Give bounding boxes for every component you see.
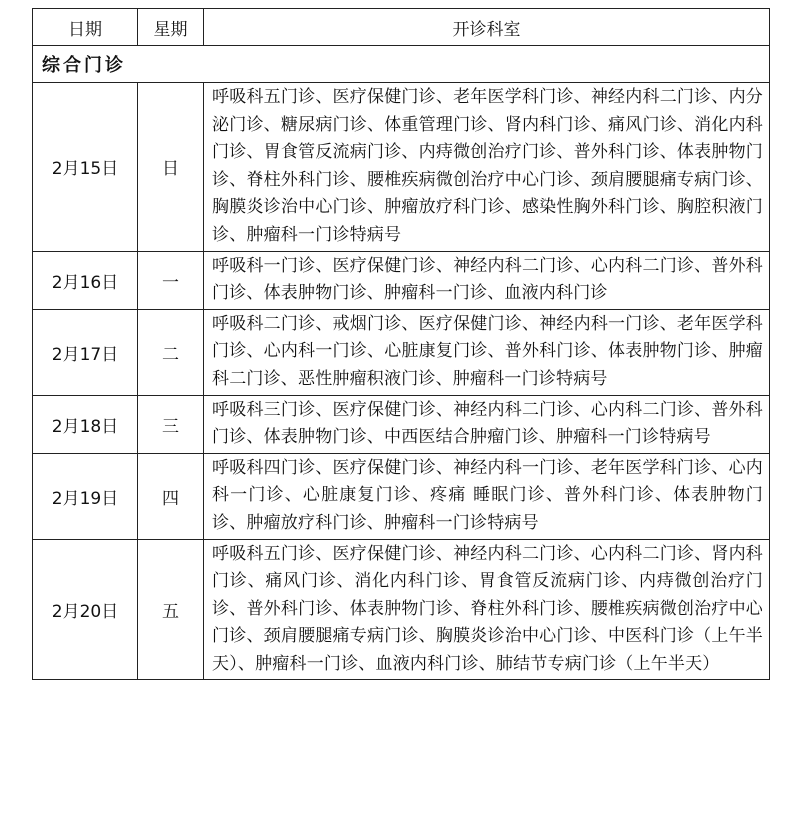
row-departments: 呼吸科三门诊、医疗保健门诊、神经内科二门诊、心内科二门诊、普外科门诊、体表肿物门诊、中西医结合肿瘤门诊、肿瘤科一门诊特病号 <box>204 395 770 453</box>
section-row <box>33 46 770 83</box>
header-row <box>33 9 770 46</box>
row-date: 2月15日 <box>33 83 138 252</box>
header-departments: 开诊科室 <box>204 9 770 46</box>
row-weekday: 日 <box>138 83 204 252</box>
table-row <box>33 83 770 252</box>
schedule-table-container <box>32 8 769 680</box>
row-date: 2月16日 <box>33 251 138 309</box>
row-departments: 呼吸科四门诊、医疗保健门诊、神经内科一门诊、老年医学科门诊、心内科一门诊、心脏康复门诊、疼痛 睡眠门诊、普外科门诊、体表肿物门诊、肿瘤放疗科门诊、肿瘤科一门诊特病号 <box>204 453 770 539</box>
row-departments: 呼吸科五门诊、医疗保健门诊、老年医学科门诊、神经内科二门诊、内分泌门诊、糖尿病门诊、体重管理门诊、肾内科门诊、痛风门诊、消化内科门诊、胃食管反流病门诊、内痔微创治疗门诊、普外科门诊、体表肿物门诊、脊柱外科门诊、腰椎疾病微创治疗中心门诊、颈肩腰腿痛专病门诊、胸膜炎诊治中心门诊、肿瘤放疗科门诊、感染性胸外科门诊、胸腔积液门诊、肿瘤科一门诊特病号 <box>204 83 770 252</box>
clinic-schedule-table <box>32 8 770 680</box>
row-weekday: 二 <box>138 309 204 395</box>
row-date: 2月17日 <box>33 309 138 395</box>
table-row <box>33 539 770 680</box>
section-title: 综合门诊 <box>33 46 770 83</box>
row-departments: 呼吸科一门诊、医疗保健门诊、神经内科二门诊、心内科二门诊、普外科门诊、体表肿物门诊、肿瘤科一门诊、血液内科门诊 <box>204 251 770 309</box>
table-row <box>33 251 770 309</box>
table-row <box>33 395 770 453</box>
row-date: 2月18日 <box>33 395 138 453</box>
row-departments: 呼吸科五门诊、医疗保健门诊、神经内科二门诊、心内科二门诊、肾内科门诊、痛风门诊、消化内科门诊、胃食管反流病门诊、内痔微创治疗门诊、普外科门诊、体表肿物门诊、脊柱外科门诊、腰椎疾病微创治疗中心门诊、颈肩腰腿痛专病门诊、胸膜炎诊治中心门诊、中医科门诊（上午半天）、肿瘤科一门诊、血液内科门诊、肺结节专病门诊（上午半天） <box>204 539 770 680</box>
table-row <box>33 453 770 539</box>
row-weekday: 三 <box>138 395 204 453</box>
row-weekday: 五 <box>138 539 204 680</box>
header-date: 日期 <box>33 9 138 46</box>
row-weekday: 一 <box>138 251 204 309</box>
row-departments: 呼吸科二门诊、戒烟门诊、医疗保健门诊、神经内科一门诊、老年医学科门诊、心内科一门诊、心脏康复门诊、普外科门诊、体表肿物门诊、肿瘤科二门诊、恶性肿瘤积液门诊、肿瘤科一门诊特病号 <box>204 309 770 395</box>
row-weekday: 四 <box>138 453 204 539</box>
table-row <box>33 309 770 395</box>
row-date: 2月20日 <box>33 539 138 680</box>
row-date: 2月19日 <box>33 453 138 539</box>
header-weekday: 星期 <box>138 9 204 46</box>
